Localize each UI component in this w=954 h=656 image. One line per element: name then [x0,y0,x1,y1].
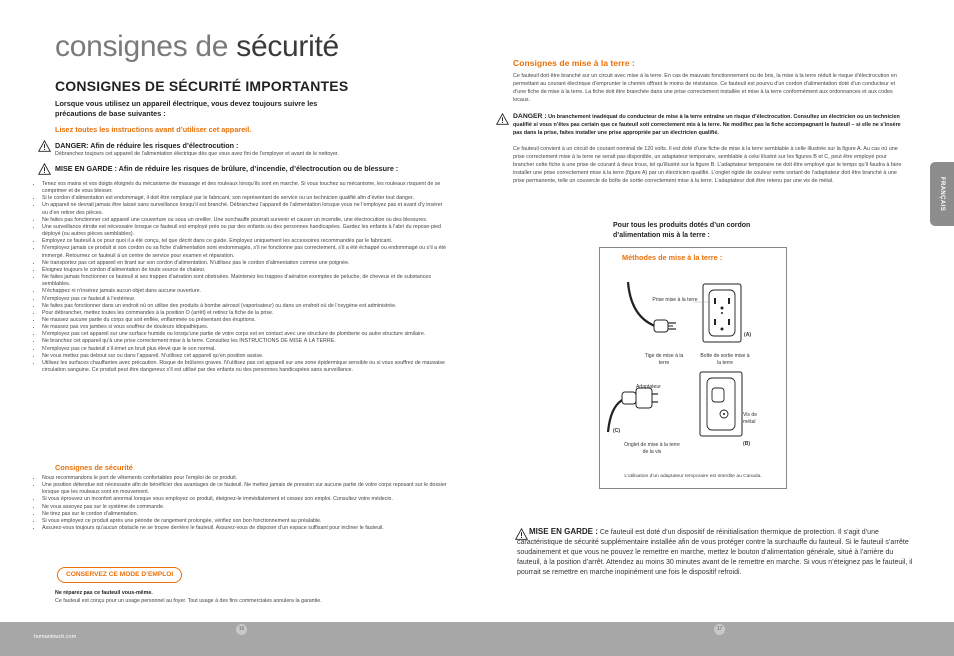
list-item: • N’échappez ni n’insérez jamais aucun objet dans aucune ouverture. [42,288,448,295]
list-item: • Ne faites pas fonctionner dans un endroit où on utilise des produits à bombe aérosol (vaporisateur) ou dans un endroit où de l’oxygène est administrée. [42,303,448,310]
warning-triangle-icon [38,162,51,180]
list-item: • Utilisez les surfaces chauffantes avec précaution. Risque de brûlures graves. N’utilisez pas cet appareil sur une zone épidermique sensible ou si vous souffrez de mauvaise circulation sanguine. Ce produit peut être dangereux s’il est utilisé par des enfants ou des personnes handicapées sans surveillance. [42,360,448,374]
read-all-notice: Lisez toutes les instructions avant d’utiliser cet appareil. [55,125,252,134]
label-b: (B) [743,441,751,447]
consignes-heading: Consignes de sécurité [55,463,133,472]
list-item: • Ne transportez pas cet appareil en tirant sur son cordon d’alimentation. N’utilisez pas le cordon d’alimentation comme une poignée. [42,260,448,267]
warning-triangle-icon [38,139,51,157]
list-item: • Ne faites pas fonctionner cet appareil une couverture ou sous un oreiller. Une surchauffe pourrait survenir et causer un incendie, une électrocution ou des blessures. [42,217,448,224]
list-item: • Ne tirez pas sur le cordon d’alimentation. [42,511,448,518]
list-item: • Si le cordon d’alimentation est endommagé, il doit être remplacé par le fabricant, son représentant de service ou un technicien qualifié afin d’éviter tout danger. [42,195,448,202]
grounded-outlet-icon [703,284,741,342]
list-item: • Ne massez pas vos jambes si vous souffrez de douleurs idiopathiques. [42,324,448,331]
adapter-outlet-icon [700,372,742,436]
list-item: • Assurez-vous toujours qu’aucun obstacle ne se trouve derrière le fauteuil. Assurez-vous de disposer d’un espace suffisant pour incliner le fauteuil. [42,525,448,532]
page-number-left: 16 [236,624,247,635]
list-item: • Ne vous assoyez pas sur le système de commande. [42,504,448,511]
important-heading: CONSIGNES DE SÉCURITÉ IMPORTANTES [55,78,349,94]
page-number-right: 17 [714,624,725,635]
canada-note: L’utilisation d’un adaptateur temporaire est interdite au Canada. [624,474,762,479]
footer-bar [0,622,954,656]
label-vis: Vis de métal [743,412,758,425]
warning-triangle-icon [496,112,509,130]
list-item: • Tenez vos mains et vos doigts éloignés du mécanisme de massage et des rouleaux lorsqu’ils sont en marche. Si vous touchez au mécanisme, les rouleaux risquent de se comprimer et de vous blesser. [42,181,448,195]
label-a: (A) [744,332,752,338]
language-tab-label: FRANÇAIS [939,176,945,212]
voltage-paragraph: Ce fauteuil convient à un circuit de courant nominal de 120 volts. Il est doté d’une fiche de mise à la terre semblable à celle illustrée sur la figure A. Au cas où une prise correctement mise à la terre ne serait pas disponible, un adaptateur temporaire, semblable à celui illustré sur les figures B et C, peut être employé pour brancher cette fiche à une prise de courant à deux trous, tel qu’illustré sur la figure B. L’adaptateur temporaire ne doit être employé que le temps qu’il faudra à faire installer une prise correctement mise à la terre (figure A) par un électricien qualifié. L’onglet rigide de couleur verte sortant de l’adaptateur doit être branché à une prise permanente, telle un couvercle de boîte de sortie correctement mise à la terre. L’adaptateur doit être retenu par une vis de métal. [513,146,902,185]
safety-bullet-list [28,181,448,374]
danger-text: Un branchement inadéquat du conducteur de mise à la terre entraîne un risque d’électrocution. Consultez un électricien ou un technicien qualifié si vous n’êtes pas certain que ce fauteuil soit correctement mis à la terre. Ne modifiez pas la fiche accompagnant le fauteuil – si elle ne s’insère pas dans la prise, faites installer une prise appropriée par un électricien qualifié. [513,114,901,137]
list-item: • N’employez pas cet appareil sur une surface humide ou lorsqu’une partie de votre corps est en contact avec une structure de plomberie ou autre structure similaire. [42,331,448,338]
conservez-badge: CONSERVEZ CE MODE D’EMPLOI [57,567,182,583]
repair-text: Ce fauteuil est conçu pour un usage personnel au foyer. Tout usage à des fins commerciales annulera la garantie. [55,598,322,604]
label-boite: Boîte de sortie mise à la terre [700,353,750,366]
repair-warning: Ne réparez pas ce fauteuil vous-même. [55,590,153,596]
list-item: • N’employez jamais ce produit si son cordon ou sa fiche d’alimentation sont endommagés, s’il ne fonctionne pas correctement, s’il a été échappé ou endommagé ou s’il a été immergé. Retournez ce fauteuil à un centre de service pour examen et réparation. [42,245,448,259]
grounding-paragraph: Ce fauteuil doit être branché sur un circuit avec mise à la terre. En cas de mauvais fonctionnement ou de bris, la mise à la terre réduit le risque d’électrocution en permettant au courant électrique d’emprunter le chemin offrant le moins de résistance. Ce fauteuil est pourvu d’un cordon d’alimentation doté d’un conducteur et d’une fiche de mise à la terre. La fiche doit être branchée dans une prise correctement installée et mise à la terre conformément aux ordonnances et aux codes locaux. [513,73,897,104]
list-item: • Ne faites jamais fonctionner ce fauteuil si ses trappes d’aération sont obstruées. Maintenez les trappes d’aération exemptes de peluche, de cheveux et de substances semblables. [42,274,448,288]
danger-label: DANGER : [513,113,547,120]
footer-url[interactable]: humantouch.com [34,634,77,640]
list-item: • Si vous éprouvez un inconfort anormal lorsque vous employez ce produit, éteignez-le immédiatement et cessez son emploi. Consultez votre médecin. [42,496,448,503]
page-title [55,30,339,64]
methods-title: Méthodes de mise à la terre : [622,253,723,262]
warning-label: MISE EN GARDE : Afin de réduire les risques de brûlure, d’incendie, d’électrocution ou de blessure : [55,164,399,173]
list-item: • Si vous employez ce produit après une période de rangement prolongée, vérifiez son bon fonctionnement au préalable. [42,518,448,525]
list-item: • Ne branchez cet appareil qu’à une prise correctement mise à la terre. Consultez les INSTRUCTIONS DE MISE À LA TERRE. [42,338,448,345]
language-tab[interactable] [930,162,954,226]
label-tige: Tige de mise à la terre [644,353,684,366]
adapter-icon [608,388,658,432]
list-item: • Une surveillance étroite est nécessaire lorsque ce fauteuil est employé près ou par des enfants ou des personnes handicapées. Gardez les enfants à l’abri du repose-pied déployé (ou autres pièces semblables). [42,224,448,238]
list-item: • Un appareil ne devrait jamais être laissé sans surveillance lorsqu’il est branché. Débranchez l’appareil de l’alimentation lorsque vous ne l’employez pas et avant d’y insérer ou d’en retirer des pièces. [42,202,448,216]
list-item: • Pour débrancher, mettez toutes les commandes à la position O (arrêt) et retirez la fiche de la prise. [42,310,448,317]
grounding-illustration [600,262,784,472]
label-adaptateur: Adaptateur [636,384,661,390]
list-item: • Employez ce fauteuil à ce pour quoi il a été conçu, tel que décrit dans ce guide. Employez uniquement les accessoires recommandés par le fabricant. [42,238,448,245]
list-item: • N’employez pas ce fauteuil s’il émet un bruit plus élevé que le son normal. [42,346,448,353]
label-c: (C) [613,428,621,434]
grounding-heading: Consignes de mise à la terre : [513,58,635,68]
intro-text: Lorsque vous utilisez un appareil électrique, vous devez toujours suivre les précautions de base suivantes : [55,99,318,118]
label-onglet: Onglet de mise à la terre de la vis [624,442,680,455]
grounding-danger [513,113,905,137]
cord-note: Pour tous les produits dotés d’un cordon d’alimentation mis à la terre : [613,222,751,239]
list-item: • Nous recommandons le port de vêtements confortables pour l’emploi de ce produit. [42,475,448,482]
danger-text: Débranchez toujours cet appareil de l’alimentation électrique dès que vous avez fini de l’employer et avant de le nettoyer. [55,151,339,157]
list-item: • Éloignez toujours le cordon d’alimentation de toute source de chaleur. [42,267,448,274]
page-title-light: consignes de [55,30,229,63]
danger-label: DANGER: Afin de réduire les risques d’électrocution : [55,141,239,150]
list-item: • N’employez pas ce fauteuil à l’extérieur. [42,296,448,303]
thermal-warning [517,527,915,578]
consignes-bullet-list [28,475,448,532]
list-item: • Ne massez aucune partie du corps qui soit enflée, enflammée ou présentant des éruptions. [42,317,448,324]
warning-text: Ce fauteuil est doté d’un dispositif de réinitialisation thermique de protection. Il s’agit d’une caractéristique de sécurité supplémentaire installée afin de vous protéger contre la surchauffe du fauteuil. Si le fauteuil s’arrête soudainement et que vous ne pouvez le remettre en marche, mettez le bouton d’alimentation générale, situé à l’arrière du fauteuil, à la position d’arrêt. Attendez au moins 30 minutes avant de le remettre en marche. Si vous n’éteignez pas le fauteuil, il pourrait se remettre en marche inopinément une fois le dispositif refroidi. [517,529,913,576]
grounded-plug-icon [654,320,676,332]
page-title-dark: sécurité [236,30,339,63]
list-item: • Ne vous mettez pas debout sur ou dans l’appareil. N’utilisez cet appareil qu’en position assise. [42,353,448,360]
label-prise: Prise mise à la terre [652,297,698,303]
list-item: • Une position détendue est nécessaire afin de bénéficier des avantages de ce fauteuil. Ne mettez jamais de pression sur aucune partie de votre corps reposant sur le dossier lorsque que les rouleaux sont en mouvement. [42,482,448,496]
warning-label: MISE EN GARDE : [529,527,598,536]
